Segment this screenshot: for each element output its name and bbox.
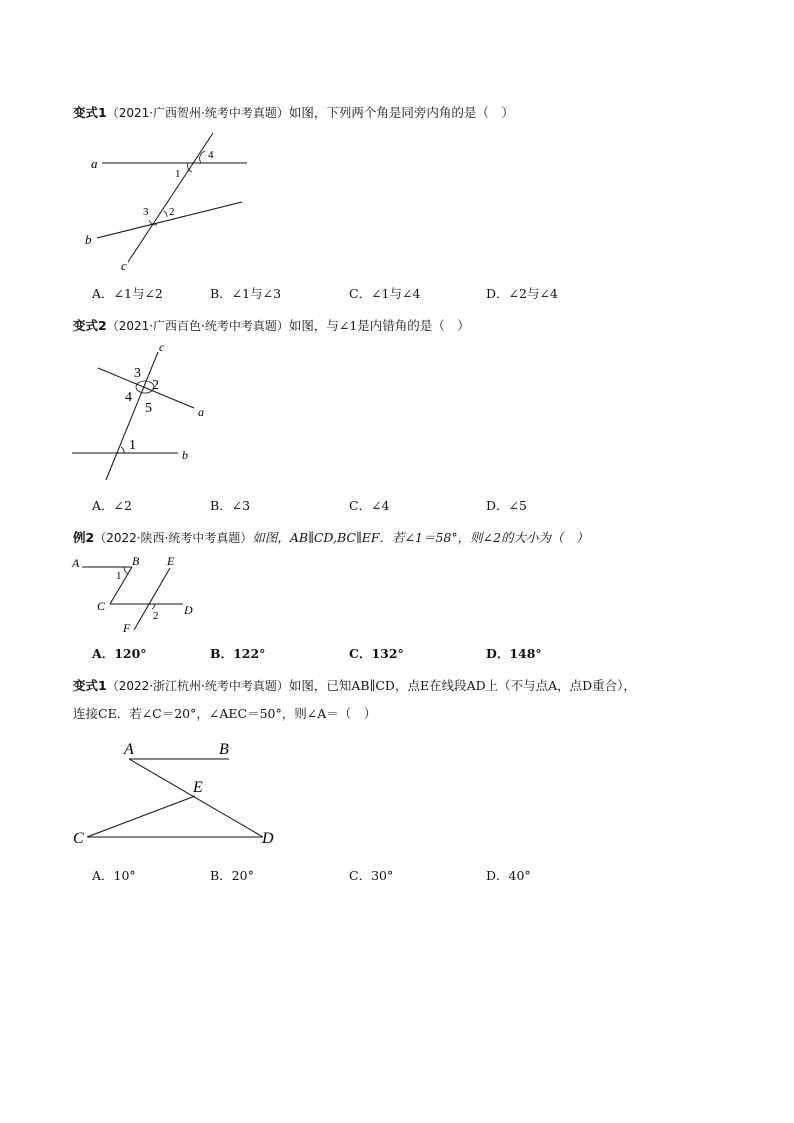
- label-c: c: [121, 258, 127, 273]
- question-tag: 变式1: [73, 105, 107, 120]
- label-D: D: [262, 830, 274, 847]
- option-a[interactable]: A．∠2: [92, 498, 132, 513]
- label-A: A: [124, 741, 134, 758]
- question-tag: 变式2: [73, 318, 107, 333]
- label-D: D: [184, 603, 193, 617]
- question-source: （2022·陕西·统考中考真题）: [94, 531, 253, 545]
- question-text: 如图，已知AB∥CD，点E在线段AD上（不与点A，点D重合），: [288, 678, 636, 693]
- angle-1: 1: [129, 438, 136, 453]
- label-E: E: [167, 554, 175, 568]
- label-a: a: [198, 405, 204, 419]
- label-b: b: [182, 448, 188, 462]
- option-c[interactable]: C．∠4: [349, 498, 390, 513]
- angle-5: 5: [145, 401, 152, 416]
- label-B: B: [132, 554, 140, 568]
- label-C: C: [73, 830, 84, 847]
- label-B: B: [219, 741, 229, 758]
- question-source: （2022·浙江杭州·统考中考真题）: [106, 679, 289, 693]
- angle-2: 2: [169, 206, 175, 218]
- angle-2: 2: [152, 378, 159, 393]
- label-C: C: [97, 599, 106, 613]
- option-b[interactable]: B．∠3: [210, 498, 251, 513]
- question-tag: 变式1: [73, 678, 107, 693]
- angle-1: 1: [116, 570, 122, 582]
- label-c: c: [159, 340, 165, 354]
- angle-4: 4: [208, 149, 214, 161]
- option-d[interactable]: D．∠5: [486, 498, 527, 513]
- option-d[interactable]: D．∠2与∠4: [486, 286, 558, 301]
- label-E: E: [193, 779, 203, 796]
- option-d[interactable]: D．148°: [486, 646, 542, 661]
- option-a[interactable]: A．∠1与∠2: [92, 286, 163, 301]
- question-text-continued: 连接CE．若∠C＝20°，∠AEC＝50°，则∠A＝（ ）: [73, 706, 377, 721]
- question-tag: 例2: [73, 530, 95, 545]
- option-c[interactable]: C．30°: [349, 868, 394, 883]
- angle-1: 1: [175, 168, 181, 180]
- angle-3: 3: [143, 206, 149, 218]
- question-source: （2021·广西百色·统考中考真题）: [106, 319, 289, 333]
- label-A: A: [72, 556, 80, 570]
- option-c[interactable]: C．∠1与∠4: [349, 286, 421, 301]
- option-b[interactable]: B．122°: [210, 646, 266, 661]
- option-a[interactable]: A．120°: [92, 646, 147, 661]
- angle-4: 4: [125, 390, 132, 405]
- question-text: 如图，下列两个角是同旁内角的是（ ）: [288, 105, 514, 120]
- option-b[interactable]: B．∠1与∠3: [210, 286, 282, 301]
- option-d[interactable]: D．40°: [486, 868, 531, 883]
- angle-3: 3: [134, 366, 141, 381]
- label-a: a: [91, 156, 98, 171]
- question-text: 如图，与∠1是内错角的是（ ）: [288, 318, 470, 333]
- option-c[interactable]: C．132°: [349, 646, 404, 661]
- angle-2: 2: [153, 610, 159, 622]
- question-text: 如图，AB∥CD,BC∥EF．若∠1＝58°，则∠2的大小为（ ）: [252, 530, 589, 545]
- label-b: b: [85, 232, 92, 247]
- question-source: （2021·广西贺州·统考中考真题）: [106, 106, 289, 120]
- option-a[interactable]: A．10°: [92, 868, 136, 883]
- label-F: F: [123, 621, 131, 635]
- option-b[interactable]: B．20°: [210, 868, 254, 883]
